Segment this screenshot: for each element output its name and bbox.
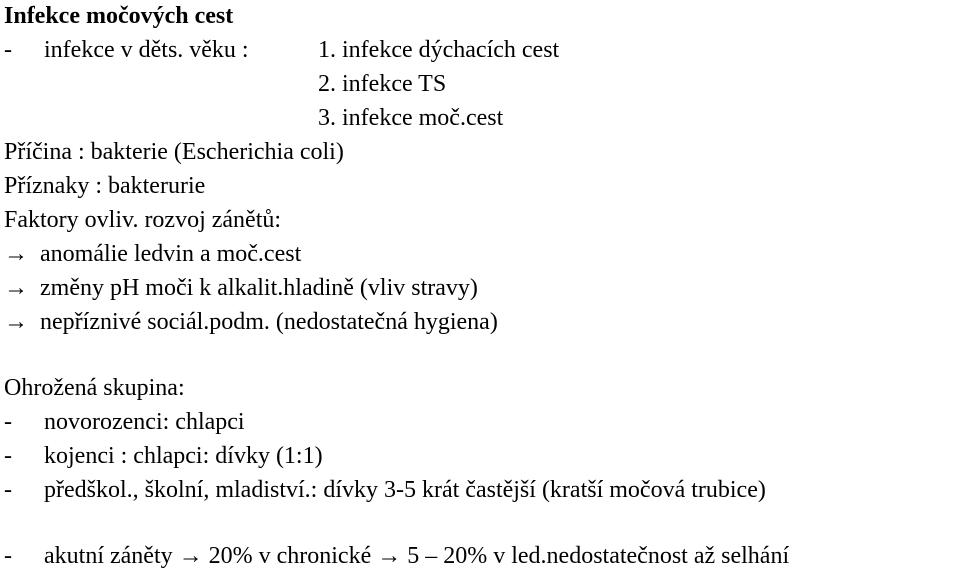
factor-item-3 xyxy=(4,307,498,337)
factors-heading: Faktory ovliv. rozvoj zánětů: xyxy=(4,207,282,233)
risk-group-item-text: předškol., školní, mladiství.: dívky 3-5 krát častější (kratší močová trubice) xyxy=(44,477,766,503)
factor-item-1 xyxy=(4,239,301,269)
risk-group-heading: Ohrožená skupina: xyxy=(4,375,185,401)
risk-group-item-2 xyxy=(4,441,323,471)
children-infection-item-2: 2. infekce TS xyxy=(318,71,447,97)
list-dash: - xyxy=(4,409,12,435)
arrow-icon: → xyxy=(4,241,28,267)
children-infections-label: infekce v děts. věku : xyxy=(44,37,249,63)
children-infections-line xyxy=(4,35,249,65)
list-dash: - xyxy=(4,477,12,503)
list-dash: - xyxy=(4,443,12,469)
chronic-text: akutní záněty → 20% v chronické → 5 – 20% v led.nedostatečnost až selhání xyxy=(44,543,790,569)
factor-item-text: změny pH moči k alkalit.hladině (vliv stravy) xyxy=(40,275,478,301)
children-infection-item-3: 3. infekce moč.cest xyxy=(318,105,504,131)
list-dash: - xyxy=(4,37,12,63)
list-dash: - xyxy=(4,543,12,569)
children-infection-item-1: 1. infekce dýchacích cest xyxy=(318,37,560,63)
factor-item-text: nepříznivé sociál.podm. (nedostatečná hygiena) xyxy=(40,309,498,335)
document-title: Infekce močových cest xyxy=(4,3,234,29)
symptoms-line: Příznaky : bakterurie xyxy=(4,173,206,199)
arrow-icon: → xyxy=(4,309,28,335)
risk-group-item-1 xyxy=(4,407,245,437)
risk-group-item-3 xyxy=(4,475,766,505)
chronic-line xyxy=(4,541,789,571)
factor-item-text: anomálie ledvin a moč.cest xyxy=(40,241,302,267)
risk-group-item-text: kojenci : chlapci: dívky (1:1) xyxy=(44,443,323,469)
arrow-icon: → xyxy=(4,275,28,301)
risk-group-item-text: novorozenci: chlapci xyxy=(44,409,245,435)
factor-item-2 xyxy=(4,273,478,303)
cause-line: Příčina : bakterie (Escherichia coli) xyxy=(4,139,344,165)
